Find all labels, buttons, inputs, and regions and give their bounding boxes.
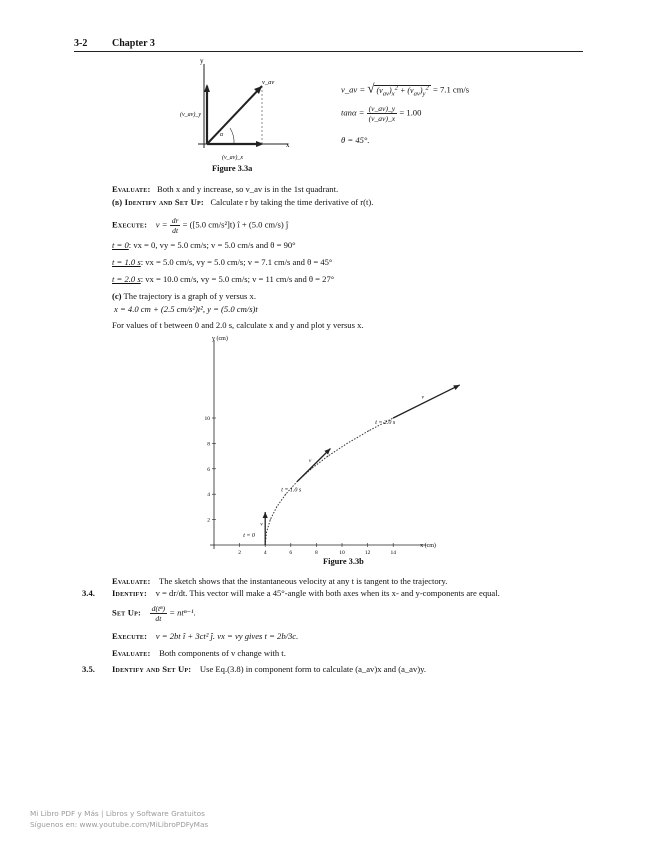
tan-numerator: (v_av)_y <box>368 104 396 113</box>
chart-time-label: t = 1.0 s <box>281 487 302 494</box>
vav-equation <box>341 82 469 99</box>
problem-3-4-execute-text: v = 2bt î + 3ct² ĵ. vx = vy gives t = 2b/3c. <box>155 631 299 641</box>
evaluate-2 <box>112 576 447 587</box>
tan-result: = 1.00 <box>399 107 422 118</box>
tan-lhs: tanα = <box>341 107 365 118</box>
problem-3-4-identify-label: Identify: <box>112 588 148 598</box>
chart-vector-label: v <box>421 394 424 401</box>
chart-velocity-vector <box>297 448 330 481</box>
page-number: 3-2 <box>74 38 88 49</box>
sqrt-sign: √ <box>367 80 375 96</box>
time-row-2-text: : vx = 10.0 cm/s, vy = 5.0 cm/s; v = 11 cm/s and θ = 27° <box>140 274 335 284</box>
problem-3-4-execute <box>112 631 298 642</box>
fig-a-angle-arc <box>230 128 234 144</box>
problem-3-4-identify-text: v = dr/dt. This vector will make a 45°-angle with both axes when its x- and y-components are equal. <box>155 588 500 598</box>
fig-a-y-label: y <box>200 57 204 65</box>
chart-xlabel: x (cm) <box>420 543 436 549</box>
fig-a-comp-x-label: (v_av)_x <box>222 155 243 161</box>
footer-line-2: Síguenos en: www.youtube.com/MiLibroPDFyMas <box>30 820 209 829</box>
time-row-0 <box>112 240 296 251</box>
chart-ylabel: y (cm) <box>212 336 228 342</box>
chart-x-tick-label: 4 <box>263 550 267 556</box>
chart-y-tick-label: 6 <box>207 466 210 473</box>
problem-3-5-number: 3.5. <box>82 664 95 674</box>
fig-a-vav-vector <box>207 86 262 144</box>
fig-a-y-arrowhead <box>204 84 210 92</box>
chart-x-tick-label: 2 <box>238 550 241 556</box>
chart-time-label: t = 0 <box>243 533 255 539</box>
figure-3-3b-caption: Figure 3.3b <box>323 557 364 566</box>
fig-a-angle-label: α <box>220 132 224 138</box>
part-c-note: For values of t between 0 and 2.0 s, calculate x and y and plot y versus x. <box>112 320 364 330</box>
time-row-2 <box>112 274 334 285</box>
footer-line-1: Mi Libro PDF y Más | Libros y Software Gratuitos <box>30 809 205 818</box>
figure-3-3a <box>178 56 298 164</box>
problem-3-4-setup-rhs: = ntⁿ⁻¹. <box>169 607 196 618</box>
fig-a-vector-label: v_av <box>262 79 275 86</box>
problem-3-4-evaluate <box>112 648 286 659</box>
part-c-label: (c) <box>112 291 122 301</box>
evaluate-2-text: The sketch shows that the instantaneous velocity at any t is tangent to the trajectory. <box>158 576 448 586</box>
problem-3-4-identify <box>112 588 500 599</box>
chart-trajectory-point <box>276 506 277 507</box>
chart-x-tick-label: 12 <box>364 550 371 556</box>
time-row-1 <box>112 257 332 268</box>
chart-vector-label: v <box>308 457 312 464</box>
time-row-1-t: t = 1.0 s <box>112 257 141 267</box>
chart-x-tick-label: 14 <box>390 550 396 556</box>
sqrt-body: $(v_{av})_x^2 + (v_{av})_y^2$ <box>376 84 429 98</box>
chart-x-tick-label: 10 <box>339 550 345 556</box>
fig-a-x-label: x <box>286 141 290 149</box>
time-row-0-text: : vx = 0, vy = 5.0 cm/s; v = 5.0 cm/s and θ = 90° <box>128 240 296 250</box>
tan-denominator: (v_av)_x <box>368 114 396 123</box>
figure-3-3b-chart <box>196 334 506 556</box>
chart-y-tick-label: 8 <box>207 441 210 448</box>
problem-3-5-label: Identify and Set Up: <box>112 664 192 674</box>
vav-lhs: v_av = <box>341 84 366 95</box>
chart-x-tick-label: 8 <box>315 550 318 556</box>
fig-a-comp-y-label: (v_av)_y <box>180 112 201 118</box>
time-row-1-text: : vx = 5.0 cm/s, vy = 5.0 cm/s; v = 7.1 cm/s and θ = 45° <box>140 257 333 267</box>
execute-b-rhs: = ([5.0 cm/s²]t) î + (5.0 cm/s) ĵ <box>182 219 289 230</box>
execute-b-den: dt <box>172 226 179 235</box>
problem-3-4-setup <box>112 604 196 623</box>
time-row-2-t: t = 2.0 s <box>112 274 141 284</box>
execute-b <box>112 216 288 235</box>
header-rule <box>74 51 583 52</box>
chapter-title: Chapter 3 <box>112 38 155 49</box>
chart-trajectory-point <box>266 532 267 533</box>
chart-vector-label: v <box>260 521 263 528</box>
problem-3-4-evaluate-label: Evaluate: <box>112 648 151 658</box>
part-b-label: (b) Identify and Set Up: <box>112 197 204 207</box>
problem-3-4-setup-num: d(tⁿ) <box>151 604 166 613</box>
execute-b-num: dr <box>171 216 179 225</box>
chart-trajectory <box>265 418 393 545</box>
part-b-text: Calculate r by taking the time derivative of r(t). <box>210 197 374 207</box>
part-c <box>112 291 256 302</box>
evaluate-1-label: Evaluate: <box>112 184 151 194</box>
chart-y-tick-label: 10 <box>204 416 210 422</box>
problem-3-4-setup-label: Set Up: <box>112 607 142 618</box>
problem-3-4-setup-den: dt <box>155 614 162 623</box>
chart-velocity-arrowhead <box>263 512 268 518</box>
figure-3-3a-caption: Figure 3.3a <box>212 164 253 173</box>
problem-3-5-text: Use Eq.(3.8) in component form to calculate (a_av)x and (a_av)y. <box>199 664 427 674</box>
chart-trajectory-point <box>368 430 369 431</box>
chart-trajectory-point <box>285 494 286 495</box>
chart-y-tick-label: 2 <box>207 517 210 524</box>
chart-x-tick-label: 6 <box>289 550 293 556</box>
chart-y-tick-label: 4 <box>207 492 210 499</box>
chart-trajectory-point <box>327 456 328 457</box>
vav-result: = 7.1 cm/s <box>433 84 470 95</box>
tan-equation <box>341 104 421 123</box>
execute-b-label: Execute: <box>112 219 148 230</box>
time-row-0-t: t = 0 <box>112 240 129 250</box>
problem-3-4-execute-label: Execute: <box>112 631 148 641</box>
part-b <box>112 197 373 208</box>
problem-3-4-evaluate-text: Both components of v change with t. <box>159 648 286 658</box>
chart-time-label: t = 2.0 s <box>375 420 396 426</box>
problem-3-5 <box>112 664 426 675</box>
chart-trajectory-point <box>347 443 348 444</box>
execute-b-lhs: v = <box>155 219 168 230</box>
chart-trajectory-point <box>270 519 271 520</box>
evaluate-1-text: Both x and y increase, so v_av is in the 1st quadrant. <box>156 184 339 194</box>
part-c-text: The trajectory is a graph of y versus x. <box>123 291 256 301</box>
fig-a-x-arrowhead <box>256 141 264 147</box>
chart-velocity-vector <box>393 385 460 418</box>
problem-3-4-number: 3.4. <box>82 588 95 598</box>
evaluate-2-label: Evaluate: <box>112 576 151 586</box>
part-c-equation: x = 4.0 cm + (2.5 cm/s²)t², y = (5.0 cm/s)t <box>114 304 258 314</box>
evaluate-1 <box>112 184 338 195</box>
theta-result: θ = 45°. <box>341 135 370 145</box>
